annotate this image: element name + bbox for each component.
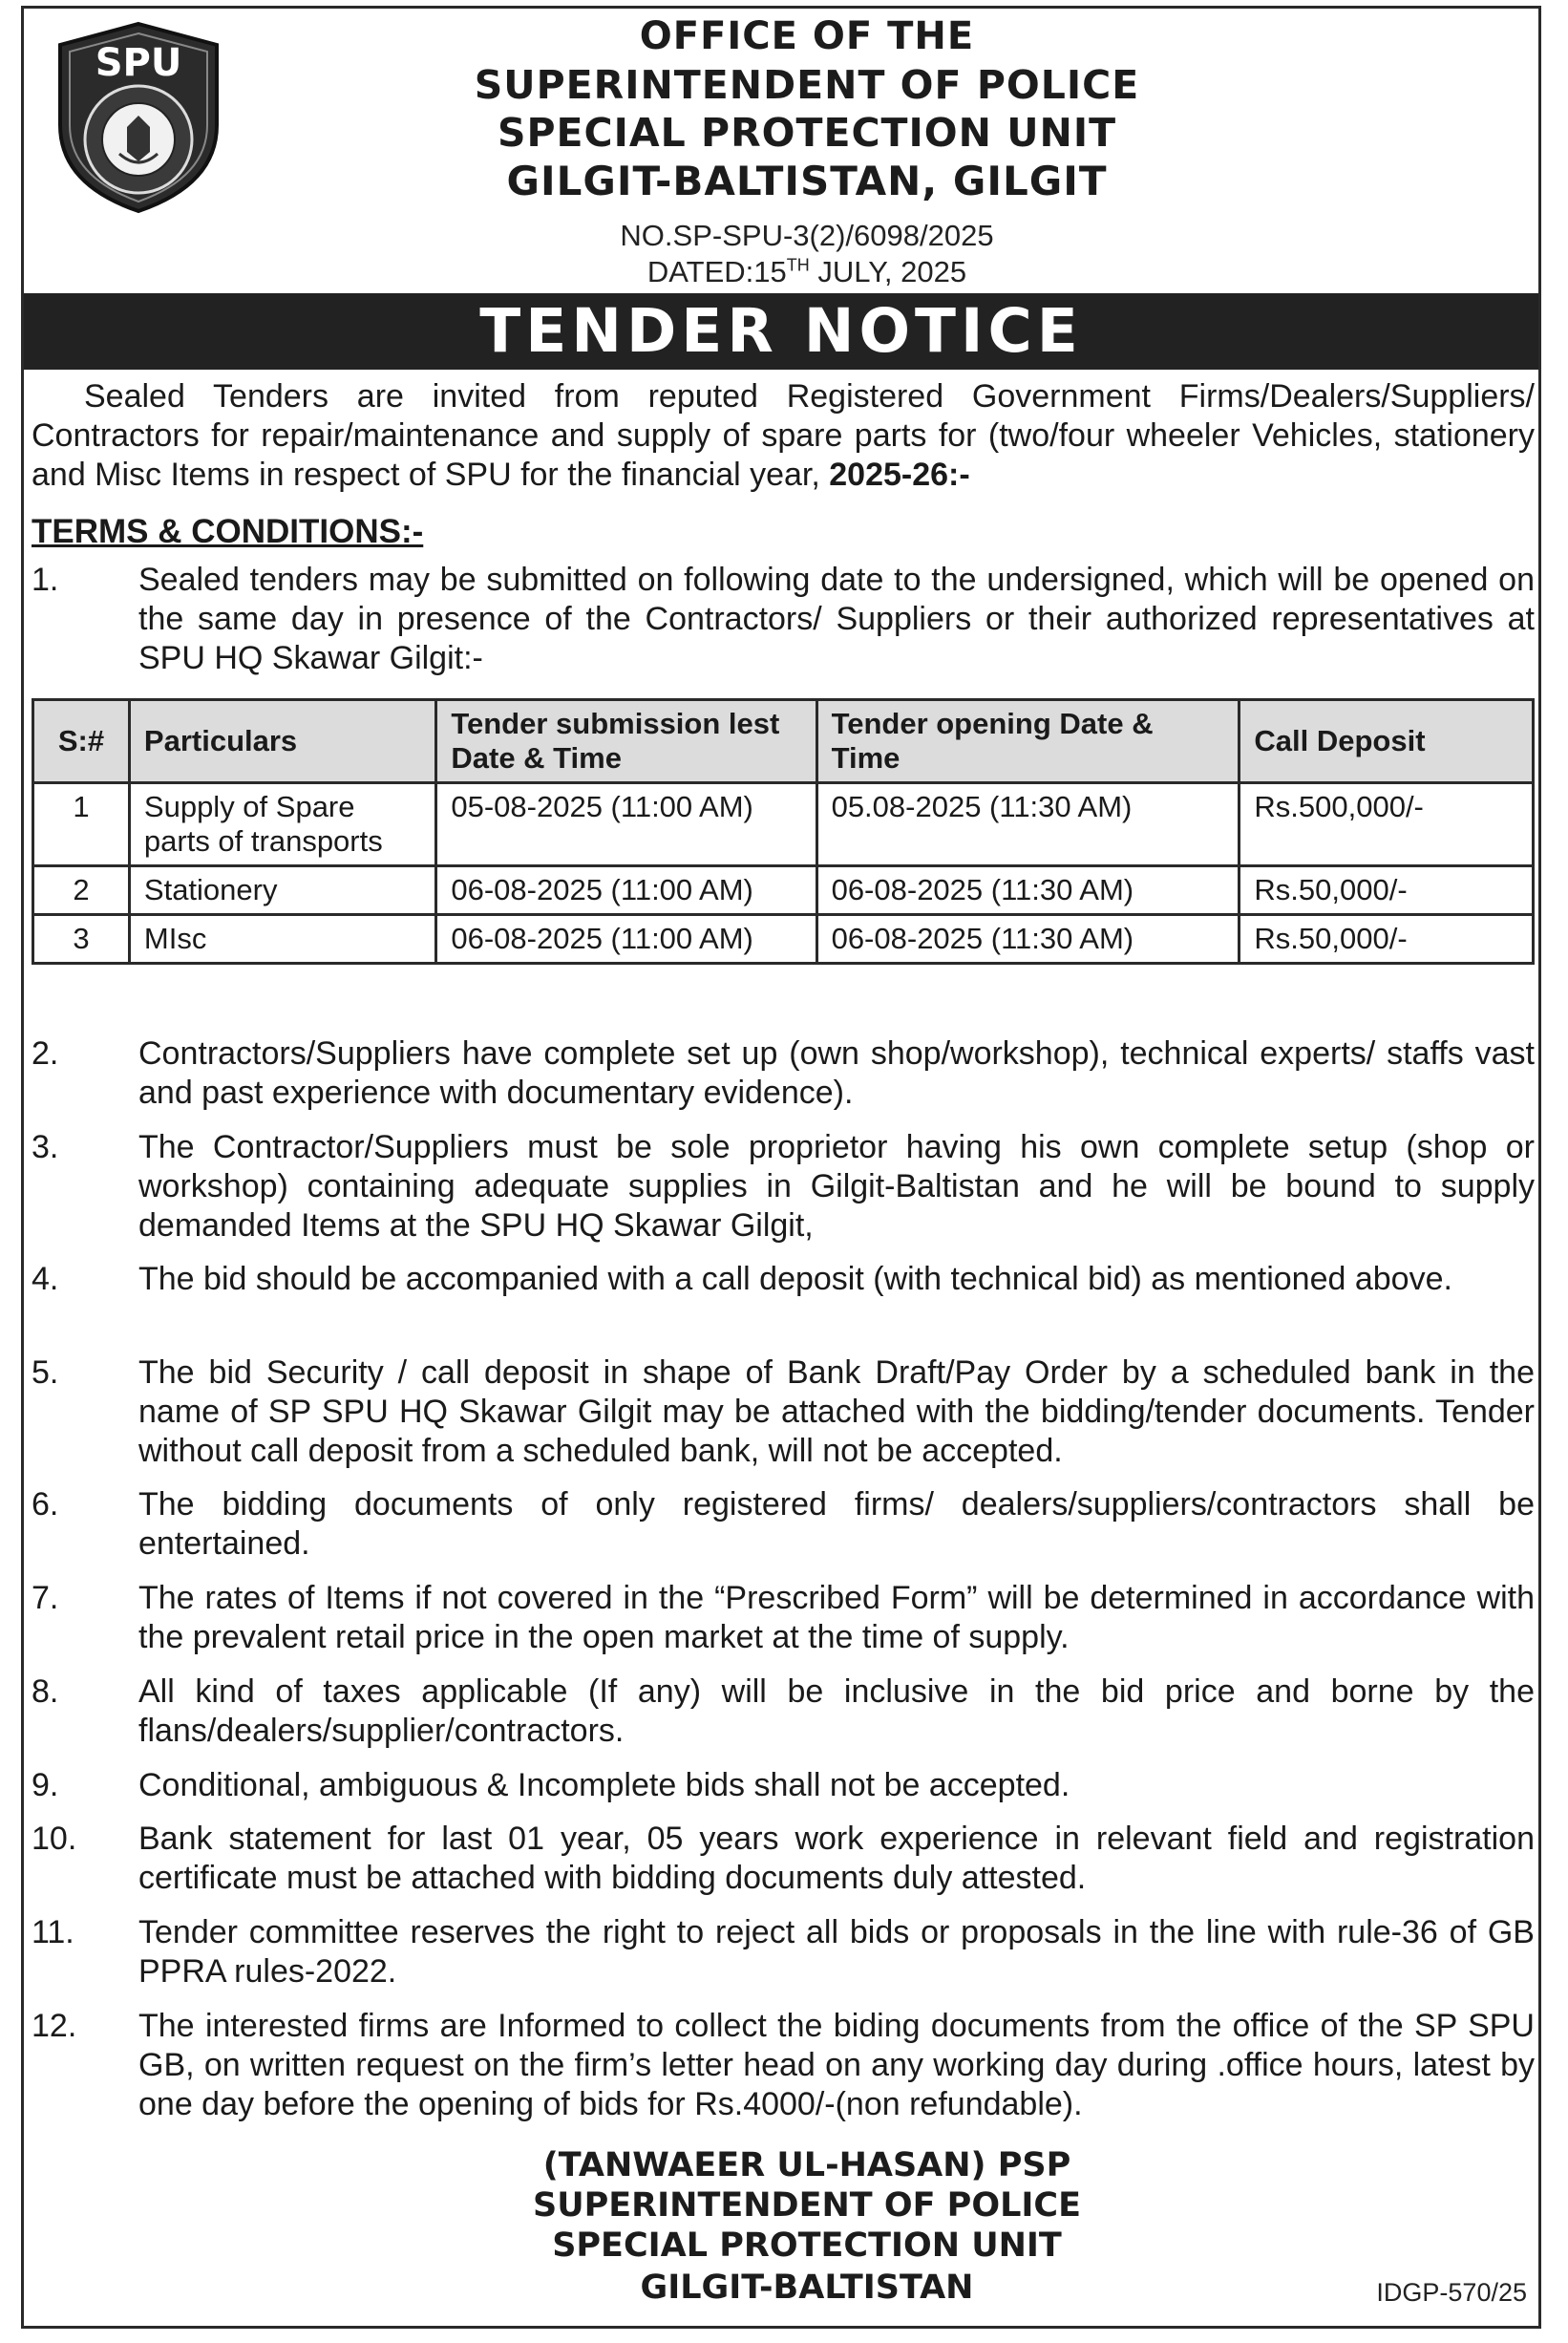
signatory-title-3: GILGIT-BALTISTAN [640, 2268, 974, 2307]
term-text: The bid should be accompanied with a call deposit (with technical bid) as mentioned above. [138, 1261, 1452, 1297]
cell-serial: 1 [33, 783, 130, 866]
term-text: The interested firms are Informed to collect the biding documents from the office of the SP SPU GB, on written request on the firm’s letter head on any working day during .office hours, latest by one day before the opening of bids for Rs.4000/-(non refundable). [138, 2008, 1535, 2122]
col-header-opening: Tender opening Date & Time [816, 700, 1240, 783]
financial-year: 2025-26:- [829, 457, 970, 493]
signatory-name: (TANWAEER UL-HASAN) PSP [542, 2146, 1071, 2184]
term-item [32, 2007, 1535, 2124]
term-number: 2. [32, 1035, 59, 1072]
cell-serial: 2 [33, 866, 130, 915]
term-text: The bidding documents of only registered firms/ dealers/suppliers/contractors shall be entertained. [138, 1486, 1535, 1562]
table-row [33, 866, 1534, 915]
term-item [32, 1485, 1535, 1564]
term-item [32, 561, 1535, 678]
term-item [32, 1913, 1535, 1992]
office-title-line2: SUPERINTENDENT OF POLICE [474, 62, 1140, 108]
logo-text: SPU [95, 41, 182, 85]
cell-submission: 06-08-2025 (11:00 AM) [436, 866, 816, 915]
term-number: 3. [32, 1129, 59, 1165]
idgp-code: IDGP-570/25 [1376, 2278, 1527, 2307]
cell-submission: 06-08-2025 (11:00 AM) [436, 915, 816, 964]
cell-call-deposit: Rs.50,000/- [1240, 866, 1534, 915]
term-number: 1. [32, 562, 59, 598]
office-title-line3: SPECIAL PROTECTION UNIT [497, 110, 1117, 156]
term-number: 12. [32, 2008, 77, 2044]
dated-prefix: DATED:15 [646, 255, 787, 288]
term-text: Sealed tenders may be submitted on following date to the undersigned, which will be opened on the same day in presence of the Contractors/ Suppliers or their authorized representatives at SPU HQ Skawar Gilgit:- [138, 562, 1535, 676]
table-header-row [33, 700, 1534, 783]
cell-serial: 3 [33, 915, 130, 964]
term-text: Conditional, ambiguous & Incomplete bids shall not be accepted. [138, 1767, 1070, 1803]
term-number: 6. [32, 1486, 59, 1523]
office-title-line4: GILGIT-BALTISTAN, GILGIT [506, 158, 1108, 204]
cell-particulars: Stationery [129, 866, 435, 915]
term-number: 10. [32, 1821, 77, 1857]
cell-submission: 05-08-2025 (11:00 AM) [436, 783, 816, 866]
cell-particulars: Supply of Spare parts of transports [129, 783, 435, 866]
spu-police-logo [53, 20, 224, 216]
cell-opening: 05.08-2025 (11:30 AM) [816, 783, 1240, 866]
term-number: 9. [32, 1767, 59, 1803]
term-item [32, 1579, 1535, 1657]
term-item [32, 1128, 1535, 1246]
office-title-line1: OFFICE OF THE [639, 14, 975, 58]
term-number: 7. [32, 1580, 59, 1616]
term-item [32, 1820, 1535, 1898]
term-item [32, 1766, 1535, 1805]
term-text: The bid Security / call deposit in shape of Bank Draft/Pay Order by a scheduled bank in the name of SP SPU HQ Skawar Gilgit may be attached with the bidding/tender documents. Tender without call deposit from a scheduled bank, will not be accepted. [138, 1354, 1535, 1469]
col-header-particulars: Particulars [129, 700, 435, 783]
reference-number: NO.SP-SPU-3(2)/6098/2025 [620, 219, 994, 252]
term-number: 8. [32, 1673, 59, 1710]
signatory-title-1: SUPERINTENDENT OF POLICE [532, 2186, 1081, 2225]
col-header-serial: S:# [33, 700, 130, 783]
term-text: The Contractor/Suppliers must be sole proprietor having his own complete setup (shop or workshop) containing adequate supplies in Gilgit-Baltistan and he will be bound to supply demanded Items at the SPU HQ Skawar Gilgit, [138, 1129, 1535, 1244]
tender-notice-banner: TENDER NOTICE [24, 293, 1538, 370]
tender-notice-page [21, 6, 1541, 2329]
term-text: Tender committee reserves the right to reject all bids or proposals in the line with rule-36 of GB PPRA rules-2022. [138, 1914, 1535, 1990]
term-item [32, 1672, 1535, 1751]
term-item [32, 1260, 1535, 1299]
table-row [33, 915, 1534, 964]
term-item [32, 1353, 1535, 1471]
cell-call-deposit: Rs.500,000/- [1240, 783, 1534, 866]
term-text: All kind of taxes applicable (If any) will be inclusive in the bid price and borne by the flans/dealers/supplier/contractors. [138, 1673, 1535, 1749]
intro-text: Sealed Tenders are invited from reputed Registered Government Firms/Dealers/Suppliers/ Contractors for repair/maintenance and supply of spare parts for (two/four wheeler Vehicles, stationery and Misc Items in respect of SPU for the financial year, [32, 378, 1535, 493]
table-row [33, 783, 1534, 866]
cell-opening: 06-08-2025 (11:30 AM) [816, 866, 1240, 915]
term-number: 5. [32, 1354, 59, 1391]
term-text: Bank statement for last 01 year, 05 years work experience in relevant field and registration certificate must be attached with bidding documents duly attested. [138, 1821, 1535, 1896]
term-number: 11. [32, 1914, 74, 1950]
col-header-submission: Tender submission lest Date & Time [436, 700, 816, 783]
terms-heading: TERMS & CONDITIONS:- [32, 513, 424, 550]
intro-paragraph [32, 377, 1535, 495]
cell-call-deposit: Rs.50,000/- [1240, 915, 1534, 964]
tender-schedule-table [32, 698, 1535, 965]
col-header-call-deposit: Call Deposit [1240, 700, 1534, 783]
cell-opening: 06-08-2025 (11:30 AM) [816, 915, 1240, 964]
dated-line [310, 255, 1303, 289]
term-text: Contractors/Suppliers have complete set up (own shop/workshop), technical experts/ staffs vast and past experience with documentary evidence). [138, 1035, 1535, 1111]
term-number: 4. [32, 1261, 59, 1297]
term-item [32, 1034, 1535, 1113]
cell-particulars: MIsc [129, 915, 435, 964]
term-text: The rates of Items if not covered in the “Prescribed Form” will be determined in accordance with the prevalent retail price in the open market at the time of supply. [138, 1580, 1535, 1655]
dated-suffix: JULY, 2025 [809, 255, 967, 288]
signatory-title-2: SPECIAL PROTECTION UNIT [552, 2226, 1062, 2265]
dated-superscript: TH [786, 255, 810, 275]
